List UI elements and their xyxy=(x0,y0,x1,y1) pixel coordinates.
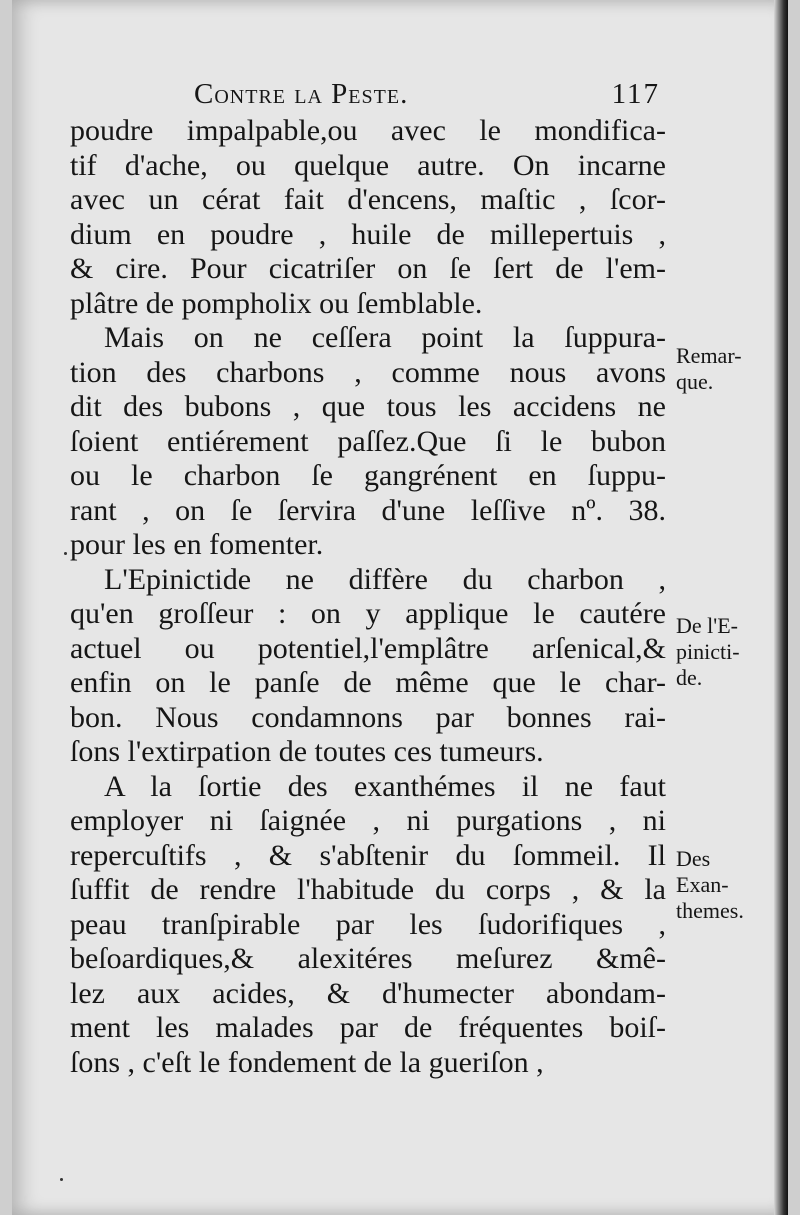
text-line: tion des charbons , comme nous avons xyxy=(70,355,666,389)
ink-speck xyxy=(60,1178,63,1181)
text-line: & cire. Pour cicatriſer on ſe ſert de l'em- xyxy=(70,252,666,285)
margin-note-epinictide xyxy=(676,613,796,691)
text-line: dit des bubons , que tous les accidens ne xyxy=(70,390,666,423)
margin-note-line: Remar- xyxy=(676,343,742,368)
margin-note-line: Des xyxy=(676,846,711,871)
page-edge-shadow xyxy=(774,0,788,1215)
ink-speck xyxy=(64,552,67,555)
text-line: ſuffit de rendre l'habitude du corps , & la xyxy=(70,873,666,906)
paragraph xyxy=(70,770,666,1081)
text-line: actuel ou potentiel,l'emplâtre arſenical,& xyxy=(70,631,666,665)
paragraph xyxy=(70,114,666,321)
text-line: avec un cérat fait d'encens, maſtic , ſcor- xyxy=(70,183,666,216)
text-line: L'Epinictide ne diffère du charbon , xyxy=(104,562,666,596)
text-line: ſoient entiérement paſſez.Que ſi le bubon xyxy=(70,424,666,458)
text-line: ment les malades par de fréquentes boiſ- xyxy=(70,1011,666,1044)
text-line: dium en poudre , huile de millepertuis , xyxy=(70,217,666,251)
margin-note-exanthemes xyxy=(676,846,796,924)
text-line: repercuſtifs , & s'abſtenir du ſommeil. Il xyxy=(70,838,666,872)
book-page xyxy=(12,0,788,1215)
page-number: 117 xyxy=(611,78,660,110)
text-line: plâtre de pompholix ou ſemblable. xyxy=(70,286,483,320)
text-line: pour les en fomenter. xyxy=(70,528,324,561)
text-line: ſons , c'eſt le fondement de la gueriſon , xyxy=(70,1045,544,1079)
text-line: lez aux acides, & d'humecter abondam- xyxy=(70,976,666,1010)
text-line: A la ſortie des exanthémes il ne faut xyxy=(104,769,666,803)
body-text xyxy=(70,114,666,1080)
margin-note-line: De l'E- xyxy=(676,613,738,638)
paragraph xyxy=(70,321,666,563)
text-line: tif d'ache, ou quelque autre. On incarne xyxy=(70,148,666,182)
text-line: ſons l'extirpation de toutes ces tumeurs. xyxy=(70,735,544,768)
margin-note-line: Exan- xyxy=(676,872,729,897)
margin-note-line: que. xyxy=(676,369,714,394)
margin-note-remarque xyxy=(676,343,796,395)
margin-note-line: de. xyxy=(676,665,703,690)
paragraph xyxy=(70,563,666,770)
page-header xyxy=(72,78,668,118)
text-line: enfin on le panſe de même que le char- xyxy=(70,666,666,699)
running-title: Contre la Peste. xyxy=(194,78,409,110)
text-line: beſoardiques,& alexitéres meſurez &mê- xyxy=(70,942,666,975)
margin-note-line: themes. xyxy=(676,898,744,923)
margin-note-line: pinicti- xyxy=(676,639,740,664)
text-line: qu'en groſſeur : on y applique le cautére xyxy=(70,597,666,630)
text-line: bon. Nous condamnons par bonnes rai- xyxy=(70,700,666,734)
text-line: poudre impalpable,ou avec le mondifica- xyxy=(70,114,666,147)
text-line: employer ni ſaignée , ni purgations , ni xyxy=(70,804,666,837)
text-line: ou le charbon ſe gangrénent en ſuppu- xyxy=(70,459,666,492)
text-line: rant , on ſe ſervira d'une leſſive nº. 38. xyxy=(70,493,666,527)
text-line: peau tranſpirable par les ſudorifiques , xyxy=(70,907,666,941)
text-line: Mais on ne ceſſera point la ſuppura- xyxy=(104,321,666,354)
